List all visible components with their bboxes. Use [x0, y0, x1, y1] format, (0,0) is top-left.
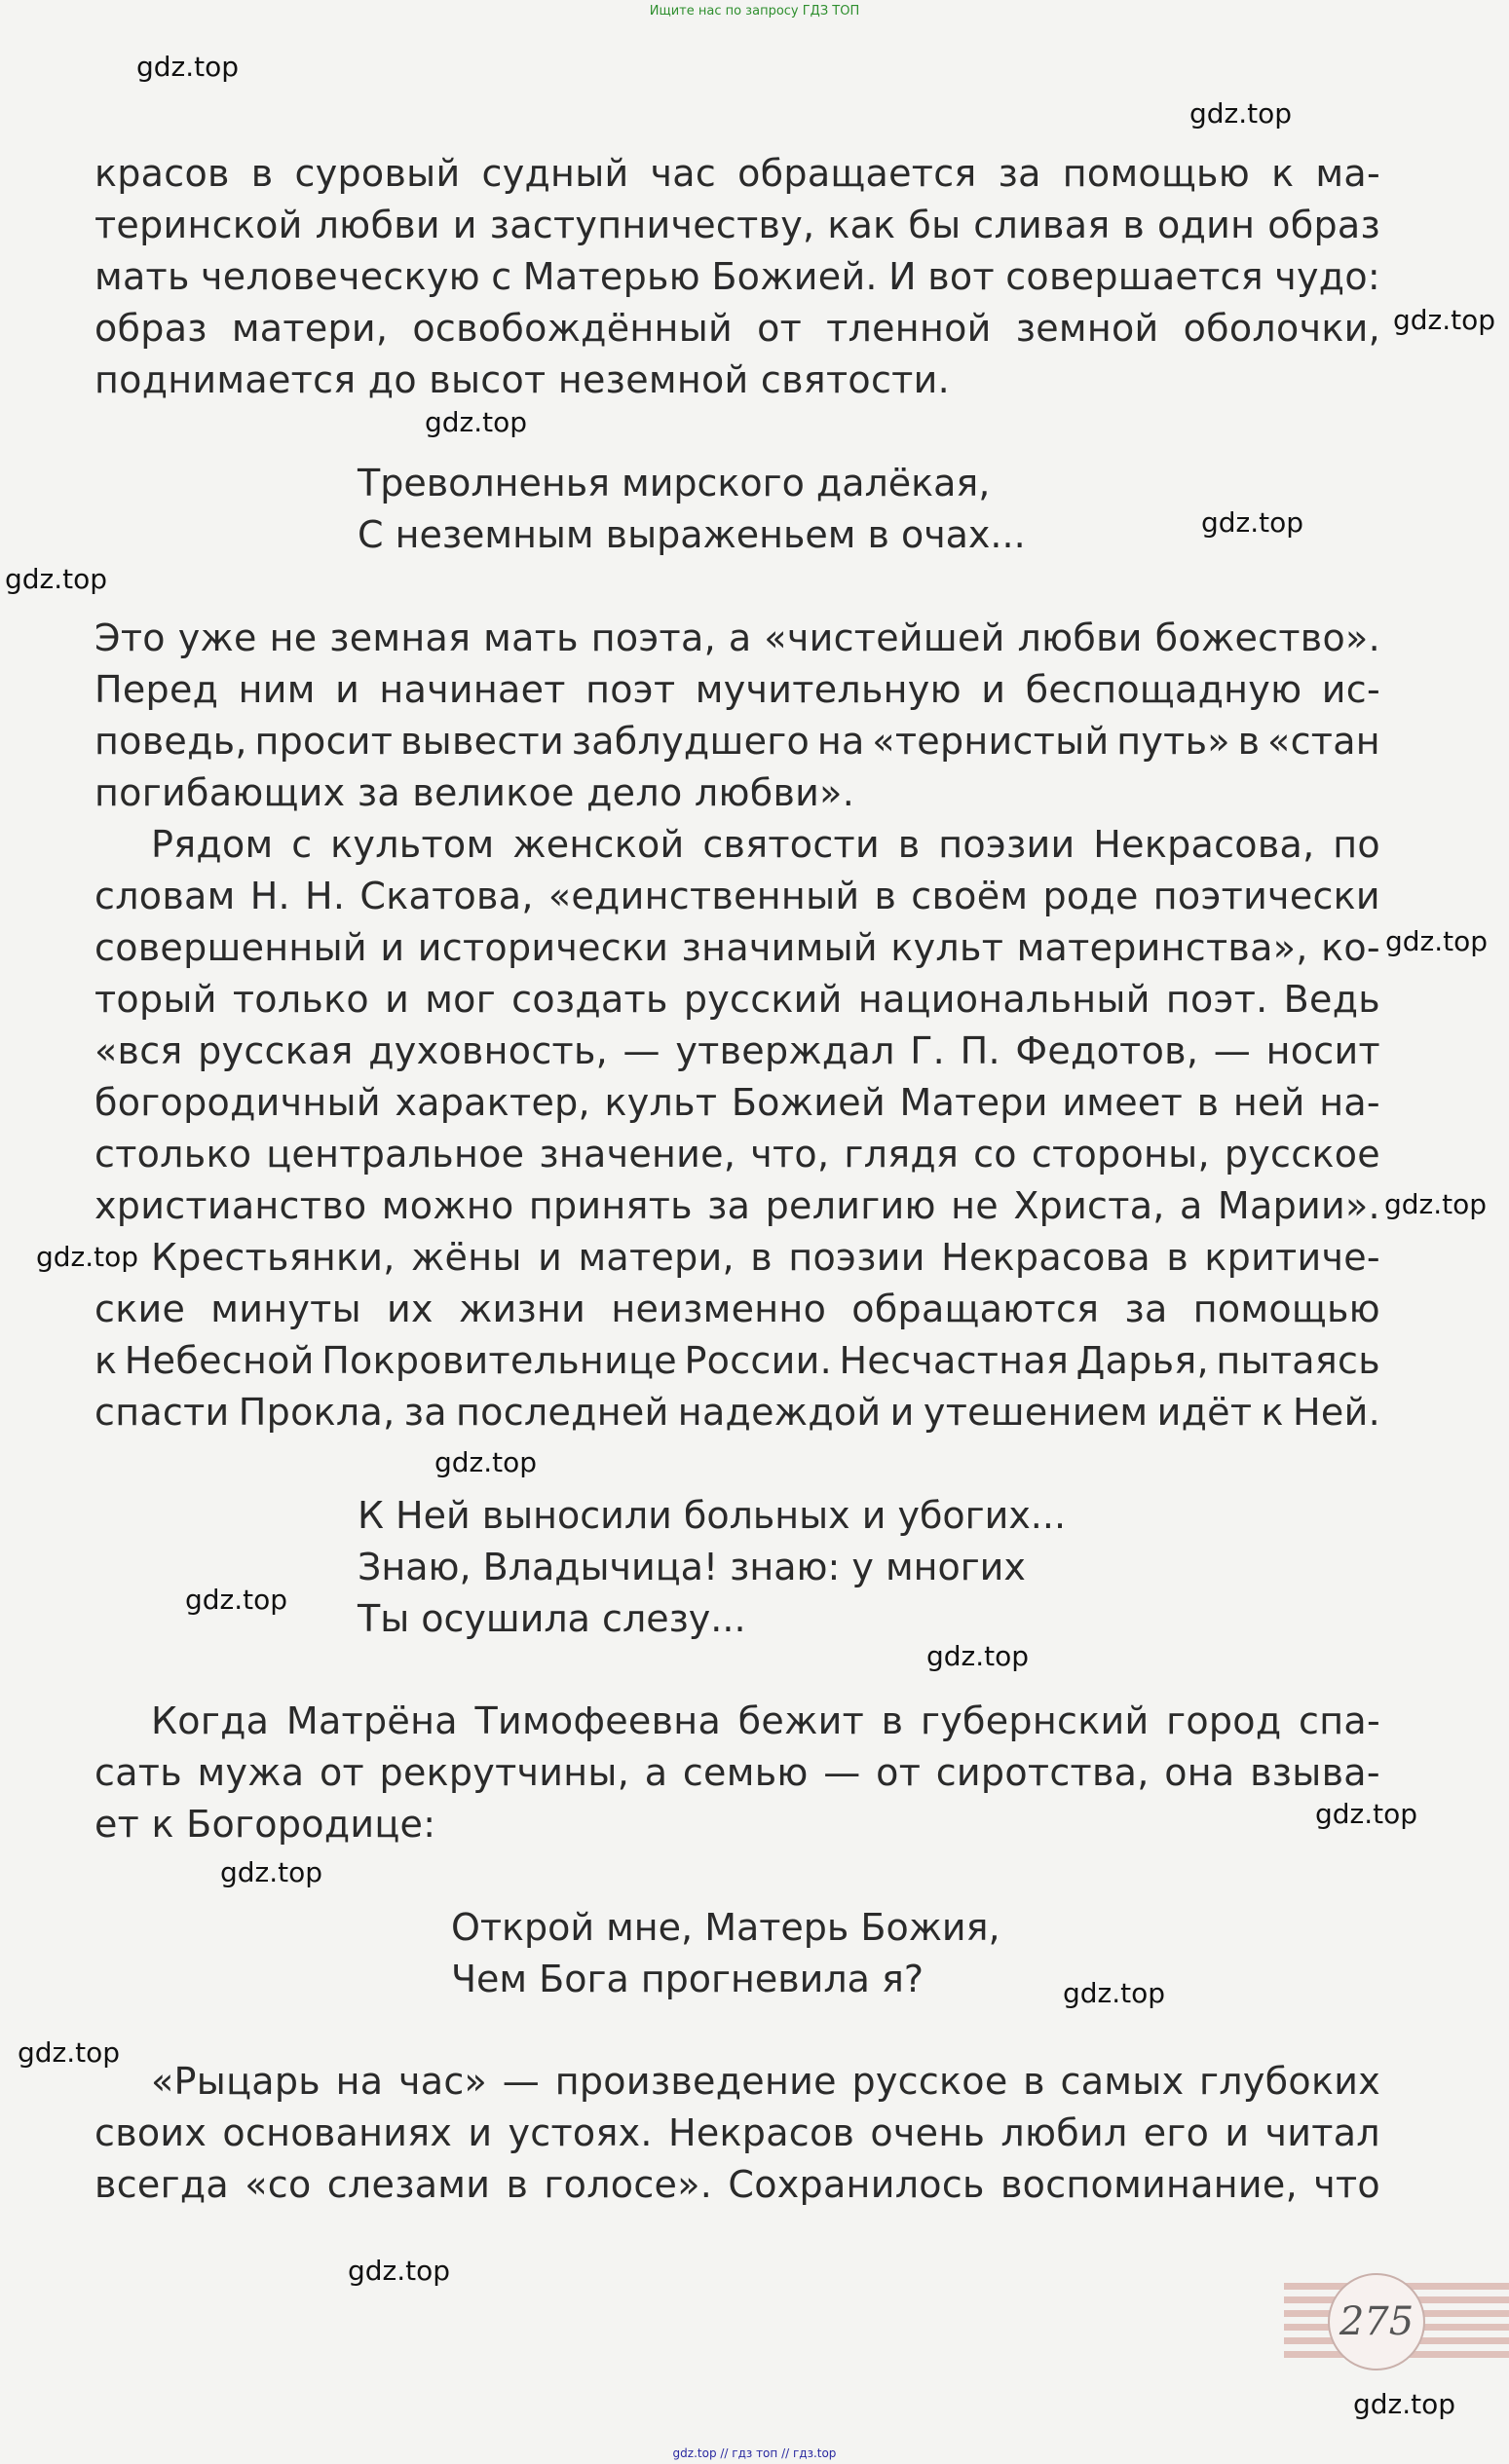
page-number: 275	[1339, 2299, 1415, 2344]
word: вот	[927, 255, 995, 298]
word: русское	[851, 2060, 1008, 2103]
word: —	[1213, 1029, 1252, 1072]
word: русское	[1224, 1133, 1380, 1176]
word: христианство	[94, 1184, 367, 1227]
word: имеет	[1062, 1081, 1184, 1124]
poem-line: С неземным выраженьем в очах...	[358, 513, 1026, 556]
poem-line: К Ней выносили больных и убогих...	[358, 1494, 1067, 1537]
word: Небесной	[124, 1339, 315, 1382]
word: устоях.	[508, 2111, 653, 2154]
word: ней	[1232, 1081, 1305, 1124]
word: Некрасова	[941, 1236, 1151, 1279]
word: голосе».	[544, 2163, 713, 2206]
word: религию	[765, 1184, 936, 1227]
word: поэт	[585, 668, 676, 711]
word: Когда	[151, 1699, 270, 1742]
word: всегда	[94, 2163, 229, 2206]
word: читал	[1264, 2111, 1380, 2154]
word: помощью	[1062, 152, 1251, 195]
word: обращается	[737, 152, 977, 195]
word: от	[876, 1751, 922, 1794]
word: на	[816, 720, 865, 763]
word: начинает	[379, 668, 566, 711]
word: своих	[94, 2111, 207, 2154]
word: и	[1225, 2111, 1250, 2154]
word: носит	[1265, 1029, 1380, 1072]
word: заблудшего	[571, 720, 811, 763]
word: мучительную	[695, 668, 962, 711]
poem-line: Знаю, Владычица! знаю: у многих	[358, 1546, 1026, 1588]
word: любил	[1000, 2111, 1128, 2154]
word: Перед	[94, 668, 219, 711]
word: образ	[94, 307, 207, 350]
word: мог	[425, 978, 496, 1021]
paragraph-5	[94, 2056, 1380, 2211]
word: духовность,	[368, 1029, 609, 1072]
poem-quote-2	[358, 1490, 1066, 1645]
word: жизни	[458, 1288, 586, 1330]
word: культом	[330, 823, 495, 866]
text-line	[94, 664, 1380, 716]
text-line	[94, 1284, 1380, 1335]
word: русская	[198, 1029, 354, 1072]
word: она	[1164, 1751, 1235, 1794]
text-line	[94, 1180, 1380, 1232]
text-line: ет к Богородице:	[94, 1803, 436, 1846]
word: в	[1122, 204, 1146, 246]
text-line	[94, 1335, 1380, 1387]
word: беспощадную	[1025, 668, 1302, 711]
word: слезами	[326, 2163, 491, 2206]
word: Божией.	[711, 255, 878, 298]
text-line	[94, 1129, 1380, 1180]
word: в	[874, 875, 897, 917]
watermark-text: gdz.top	[1201, 506, 1304, 539]
watermark-text: gdz.top	[185, 1584, 288, 1616]
word: национальный	[857, 978, 1151, 1021]
text-line: погибающих за великое дело любви».	[94, 771, 855, 814]
text-line	[94, 1232, 1380, 1284]
word: критиче-	[1204, 1236, 1380, 1279]
word: и	[981, 668, 1006, 711]
text-line	[94, 613, 1380, 664]
word: совершается	[1005, 255, 1264, 298]
word: утверждал	[675, 1029, 895, 1072]
word: в	[506, 2163, 529, 2206]
text-line	[94, 819, 1380, 871]
word: произведение	[554, 2060, 837, 2103]
word: святости	[702, 823, 880, 866]
page-number-ornament	[1284, 2269, 1509, 2367]
text-line	[94, 1747, 1380, 1799]
word: основаниях	[222, 2111, 453, 2154]
word: неизменно	[611, 1288, 827, 1330]
watermark-text: gdz.top	[1315, 1798, 1418, 1830]
word: воспоминание,	[1000, 2163, 1298, 2206]
word: чудо:	[1274, 255, 1380, 298]
word: стороны,	[1031, 1133, 1210, 1176]
word: и	[538, 1236, 563, 1279]
word: Христа,	[1013, 1184, 1165, 1227]
watermark-text: gdz.top	[434, 1446, 538, 1478]
word: П.	[960, 1029, 1000, 1072]
word: взыва-	[1250, 1751, 1380, 1794]
word: мать	[94, 255, 190, 298]
word: очень	[870, 2111, 986, 2154]
word: поэт.	[1165, 978, 1268, 1021]
word: роде	[1042, 875, 1139, 917]
word: Матрёна	[285, 1699, 458, 1742]
word: в	[1166, 1236, 1189, 1279]
word: земной	[1015, 307, 1159, 350]
word: культ	[604, 1081, 718, 1124]
word: в	[881, 1699, 904, 1742]
watermark-text: gdz.top	[5, 563, 108, 595]
text-line	[94, 148, 1380, 200]
word: и	[385, 978, 410, 1021]
word: «чистейшей	[764, 616, 1005, 659]
word: и	[380, 926, 405, 969]
word: сать	[94, 1751, 182, 1794]
word: «Рыцарь	[151, 2060, 321, 2103]
word: «вся	[94, 1029, 183, 1072]
word: в	[897, 823, 921, 866]
watermark-text: gdz.top	[1384, 1188, 1488, 1220]
word: губернский	[920, 1699, 1150, 1742]
poem-line: Треволненья мирского далёкая,	[358, 462, 991, 504]
word: Несчастная	[839, 1339, 1070, 1382]
poem-line: Ты осушила слезу...	[358, 1597, 746, 1640]
poem-line: Открой мне, Матерь Божия,	[451, 1906, 1000, 1949]
word: в	[1023, 2060, 1045, 2103]
word: от	[757, 307, 803, 350]
top-banner: Ищите нас по запросу ГДЗ ТОП	[649, 4, 860, 19]
word: теринской	[94, 204, 303, 246]
word: торый	[94, 978, 217, 1021]
word: —	[823, 1751, 861, 1794]
word: путь»	[1116, 720, 1230, 763]
paragraph-4	[94, 1696, 1380, 1850]
word: освобождённый	[412, 307, 734, 350]
word: к	[1261, 1391, 1284, 1434]
watermark-text: gdz.top	[1393, 304, 1496, 336]
word: с	[491, 255, 512, 298]
word: мужа	[197, 1751, 305, 1794]
word: не	[951, 1184, 999, 1227]
word: поэта,	[590, 616, 716, 659]
word: Федотов,	[1015, 1029, 1199, 1072]
word: час	[650, 152, 717, 195]
text-line	[94, 716, 1380, 767]
word: Ведь	[1283, 978, 1380, 1021]
word: совершенный	[94, 926, 367, 969]
word: со	[973, 1133, 1017, 1176]
text-line	[94, 922, 1380, 974]
word: в	[1196, 1081, 1220, 1124]
page-number-badge	[1328, 2273, 1425, 2371]
word: суровый	[294, 152, 461, 195]
watermark-text: gdz.top	[348, 2255, 451, 2287]
word: ним	[238, 668, 316, 711]
word: а	[644, 1751, 668, 1794]
word: как	[827, 204, 896, 246]
text-line	[94, 303, 1380, 355]
text-line	[94, 251, 1380, 303]
word: к	[94, 1339, 118, 1382]
word: создать	[511, 978, 668, 1021]
word: по	[1333, 823, 1380, 866]
word: Сохранилось	[728, 2163, 985, 2206]
word: заступничеству,	[489, 204, 815, 246]
paragraph-3	[94, 819, 1380, 1438]
word: значимый	[681, 926, 878, 969]
word: земная	[329, 616, 472, 659]
word: один	[1157, 204, 1256, 246]
word: последней	[456, 1391, 669, 1434]
word: Скатова,	[359, 875, 534, 917]
word: судный	[481, 152, 629, 195]
text-line: поднимается до высот неземной святости.	[94, 358, 950, 401]
text-line	[94, 1387, 1380, 1438]
word: жёны	[411, 1236, 522, 1279]
poem-quote-3	[451, 1902, 1000, 2005]
watermark-text: gdz.top	[1189, 97, 1293, 130]
word: его	[1143, 2111, 1210, 2154]
word: за	[403, 1391, 447, 1434]
word: можно	[381, 1184, 514, 1227]
word: Крестьянки,	[151, 1236, 396, 1279]
watermark-text: gdz.top	[220, 1856, 323, 1888]
word: спасти	[94, 1391, 230, 1434]
word: минуты	[210, 1288, 361, 1330]
watermark-text: gdz.top	[136, 51, 240, 83]
word: в	[750, 1236, 773, 1279]
word: Божией	[731, 1081, 886, 1124]
text-line	[94, 1696, 1380, 1747]
word: пытаясь	[1216, 1339, 1380, 1382]
word: и	[452, 204, 477, 246]
word: обращаются	[851, 1288, 1100, 1330]
word: ко-	[1321, 926, 1380, 969]
word: Матери	[899, 1081, 1048, 1124]
paragraph-2	[94, 613, 1380, 819]
text-line	[94, 871, 1380, 922]
word: а	[1179, 1184, 1203, 1227]
word: русский	[683, 978, 843, 1021]
word: ис-	[1321, 668, 1380, 711]
word: с	[291, 823, 313, 866]
word: культ	[890, 926, 1004, 969]
word: «тернистый	[872, 720, 1110, 763]
word: самых	[1060, 2060, 1185, 2103]
word: что,	[750, 1133, 830, 1176]
word: матери,	[231, 307, 389, 350]
word: сливая	[973, 204, 1111, 246]
word: только	[232, 978, 369, 1021]
word: их	[387, 1288, 434, 1330]
word: —	[622, 1029, 660, 1072]
word: идёт	[1156, 1391, 1253, 1434]
word: поэзии	[788, 1236, 925, 1279]
word: исторически	[417, 926, 669, 969]
word: тленной	[826, 307, 992, 350]
word: России.	[684, 1339, 832, 1382]
word: ма-	[1315, 152, 1380, 195]
word: в	[1237, 720, 1261, 763]
word: любви	[315, 204, 440, 246]
word: столько	[94, 1133, 252, 1176]
watermark-text: gdz.top	[926, 1640, 1030, 1672]
word: Некрасов	[667, 2111, 855, 2154]
word: Рядом	[151, 823, 274, 866]
text-line	[94, 2056, 1380, 2108]
word: «со	[245, 2163, 312, 2206]
text-line	[94, 1026, 1380, 1077]
word: ские	[94, 1288, 186, 1330]
word: человеческую	[201, 255, 480, 298]
word: Дарья,	[1075, 1339, 1209, 1382]
word: а	[728, 616, 752, 659]
word: глядя	[844, 1133, 960, 1176]
word: богородичный	[94, 1081, 381, 1124]
word: спа-	[1299, 1699, 1380, 1742]
text-line	[94, 1077, 1380, 1129]
watermark-text: gdz.top	[36, 1241, 139, 1273]
poem-quote-1	[358, 458, 1026, 561]
word: Марии».	[1217, 1184, 1380, 1227]
word: оболочки,	[1183, 307, 1380, 350]
watermark-text: gdz.top	[425, 406, 528, 438]
word: и	[889, 1391, 915, 1434]
word: материнства»,	[1016, 926, 1308, 969]
word: в	[250, 152, 274, 195]
word: что	[1313, 2163, 1380, 2206]
word: словам	[94, 875, 236, 917]
word: рекрутчины,	[379, 1751, 630, 1794]
word: надеждой	[677, 1391, 882, 1434]
word: вывести	[399, 720, 564, 763]
word: своём	[911, 875, 1029, 917]
watermark-text: gdz.top	[1353, 2388, 1456, 2420]
watermark-text: gdz.top	[18, 2036, 121, 2069]
word: бежит	[737, 1699, 865, 1742]
word: центральное	[266, 1133, 525, 1176]
word: за	[1124, 1288, 1168, 1330]
word: божество».	[1154, 616, 1380, 659]
word: значение,	[539, 1133, 736, 1176]
text-line	[94, 974, 1380, 1026]
word: матери,	[578, 1236, 735, 1279]
word: Прокла,	[238, 1391, 396, 1434]
word: образ	[1267, 204, 1380, 246]
word: Г.	[910, 1029, 946, 1072]
word: от	[319, 1751, 364, 1794]
word: бы	[908, 204, 962, 246]
word: женской	[512, 823, 685, 866]
word: —	[502, 2060, 541, 2103]
word: характер,	[395, 1081, 590, 1124]
text-line	[94, 2159, 1380, 2211]
word: Тимофеевна	[474, 1699, 722, 1742]
word: любви	[1017, 616, 1143, 659]
word: «стан	[1267, 720, 1380, 763]
word: поведь,	[94, 720, 247, 763]
poem-line: Чем Бога прогневила я?	[451, 1958, 924, 2000]
word: час»	[397, 2060, 488, 2103]
word: Покровительнице	[321, 1339, 677, 1382]
word: на	[335, 2060, 384, 2103]
word: семью	[682, 1751, 809, 1794]
word: просит	[254, 720, 394, 763]
word: не	[269, 616, 318, 659]
word: «единственный	[547, 875, 860, 917]
word: Некрасова,	[1093, 823, 1315, 866]
word: утешением	[923, 1391, 1149, 1434]
word: за	[998, 152, 1041, 195]
bottom-footer: gdz.top // гдз топ // гдз.top	[672, 2446, 837, 2460]
word: принять	[528, 1184, 693, 1227]
word: сиротства,	[935, 1751, 1150, 1794]
word: и	[468, 2111, 493, 2154]
paragraph-1	[94, 148, 1380, 406]
watermark-text: gdz.top	[1063, 1977, 1166, 2009]
text-line	[94, 2108, 1380, 2159]
word: и	[335, 668, 360, 711]
word: поэзии	[938, 823, 1075, 866]
word: помощью	[1192, 1288, 1380, 1330]
word: Н.	[249, 875, 290, 917]
word: поэтически	[1152, 875, 1380, 917]
word: Матерью	[522, 255, 700, 298]
word: глубоких	[1199, 2060, 1380, 2103]
watermark-text: gdz.top	[1385, 925, 1489, 957]
word: Н.	[305, 875, 346, 917]
word: на-	[1319, 1081, 1380, 1124]
word: Это	[94, 616, 166, 659]
word: к	[1271, 152, 1295, 195]
text-line	[94, 200, 1380, 251]
word: красов	[94, 152, 230, 195]
word: город	[1166, 1699, 1282, 1742]
word: И	[888, 255, 917, 298]
word: за	[707, 1184, 751, 1227]
word: уже	[177, 616, 257, 659]
word: мать	[483, 616, 579, 659]
word: Ней.	[1293, 1391, 1380, 1434]
